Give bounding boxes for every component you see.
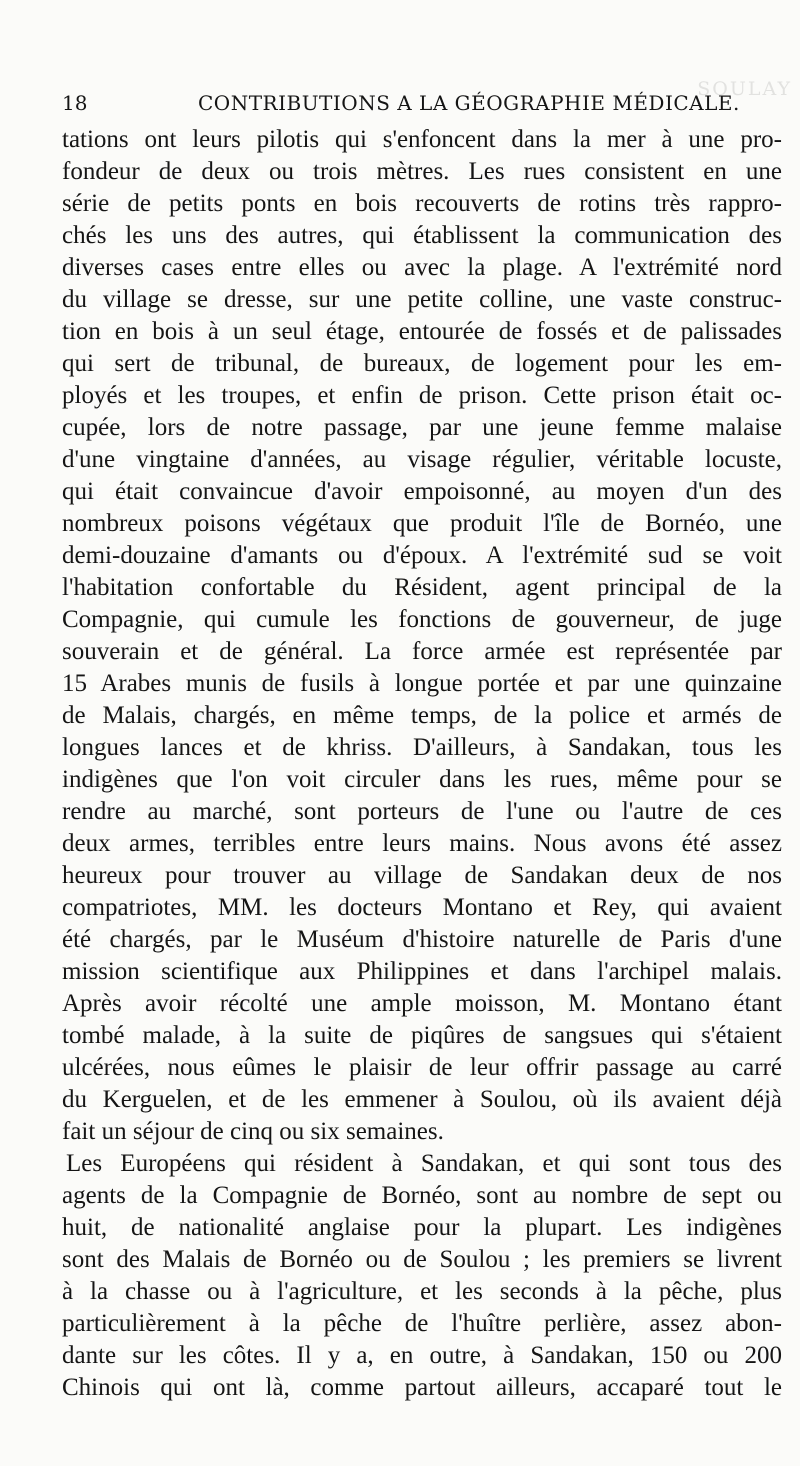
text-line: particulièrement à la pêche de l'huître perlière, assez abon- (62, 1310, 782, 1337)
text-line: d'une vingtaine d'années, au visage régulier, véritable locuste, (62, 446, 782, 473)
text-line: agents de la Compagnie de Bornéo, sont au nombre de sept ou (62, 1182, 782, 1209)
text-line: du Kerguelen, et de les emmener à Soulou, où ils avaient déjà (62, 1086, 782, 1113)
text-line: du village se dresse, sur une petite colline, une vaste construc- (62, 286, 782, 313)
paragraph-end-line: fait un séjour de cinq ou six semaines. (62, 1118, 444, 1145)
text-line: série de petits ponts en bois recouverts de rotins très rappro- (62, 190, 782, 217)
text-line: diverses cases entre elles ou avec la plage. A l'extrémité nord (62, 254, 782, 281)
text-line: Compagnie, qui cumule les fonctions de gouverneur, de juge (62, 606, 782, 633)
text-line: fondeur de deux ou trois mètres. Les rues consistent en une (62, 158, 782, 185)
text-line: indigènes que l'on voit circuler dans les rues, même pour se (62, 766, 782, 793)
text-line: tion en bois à un seul étage, entourée de fossés et de palissades (62, 318, 782, 345)
text-line: huit, de nationalité anglaise pour la plupart. Les indigènes (62, 1214, 782, 1241)
text-line: souverain et de général. La force armée est représentée par (62, 638, 782, 665)
page-number: 18 (62, 91, 88, 115)
text-line: cupée, lors de notre passage, par une jeune femme malaise (62, 414, 782, 441)
text-line: chés les uns des autres, qui établissent la communication des (62, 222, 782, 249)
text-line: rendre au marché, sont porteurs de l'une ou l'autre de ces (62, 798, 782, 825)
text-line: demi-douzaine d'amants ou d'époux. A l'extrémité sud se voit (62, 542, 782, 569)
text-line: été chargés, par le Muséum d'histoire naturelle de Paris d'une (62, 926, 782, 953)
text-line: ulcérées, nous eûmes le plaisir de leur offrir passage au carré (62, 1054, 782, 1081)
running-head (62, 88, 782, 118)
text-line: nombreux poisons végétaux que produit l'île de Bornéo, une (62, 510, 782, 537)
text-line: compatriotes, MM. les docteurs Montano et Rey, qui avaient (62, 894, 782, 921)
paragraph-start-line: Les Européens qui résident à Sandakan, et qui sont tous des (66, 1150, 782, 1177)
text-line: Après avoir récolté une ample moisson, M. Montano étant (62, 990, 782, 1017)
text-line: tations ont leurs pilotis qui s'enfoncent dans la mer à une pro- (62, 126, 782, 153)
running-title: CONTRIBUTIONS A LA GÉOGRAPHIE MÉDICALE. (198, 91, 740, 115)
body-text (62, 124, 782, 1404)
text-line: deux armes, terribles entre leurs mains. Nous avons été assez (62, 830, 782, 857)
text-line: mission scientifique aux Philippines et dans l'archipel malais. (62, 958, 782, 985)
text-line: l'habitation confortable du Résident, agent principal de la (62, 574, 782, 601)
text-line: tombé malade, à la suite de piqûres de sangsues qui s'étaient (62, 1022, 782, 1049)
text-line: Chinois qui ont là, comme partout ailleurs, accaparé tout le (62, 1374, 782, 1401)
text-line: à la chasse ou à l'agriculture, et les seconds à la pêche, plus (62, 1278, 782, 1305)
text-line: longues lances et de khriss. D'ailleurs, à Sandakan, tous les (62, 734, 782, 761)
text-line: de Malais, chargés, en même temps, de la police et armés de (62, 702, 782, 729)
text-line: qui était convaincue d'avoir empoisonné, au moyen d'un des (62, 478, 782, 505)
text-line: dante sur les côtes. Il y a, en outre, à Sandakan, 150 ou 200 (62, 1342, 782, 1369)
text-line: 15 Arabes munis de fusils à longue portée et par une quinzaine (62, 670, 782, 697)
text-line: ployés et les troupes, et enfin de prison. Cette prison était oc- (62, 382, 782, 409)
text-line: sont des Malais de Bornéo ou de Soulou ; les premiers se livrent (62, 1246, 782, 1273)
text-line: qui sert de tribunal, de bureaux, de logement pour les em- (62, 350, 782, 377)
bleed-through-text: SOULAY (697, 78, 792, 100)
text-line: heureux pour trouver au village de Sandakan deux de nos (62, 862, 782, 889)
